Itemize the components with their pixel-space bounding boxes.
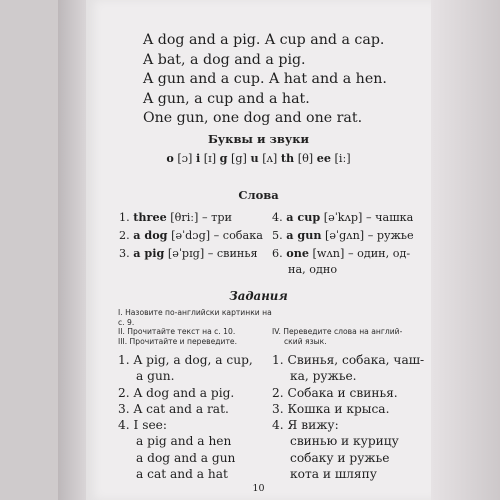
vocabulary-item: 5. a gun [əˈgʌn] – ружье <box>272 227 414 242</box>
exercise-line: 3. A cat and a rat. <box>118 401 229 416</box>
letter: g <box>219 151 228 165</box>
exercise-line: 1. A pig, a dog, a cup, <box>118 353 253 367</box>
exercise-line: 2. A dog and a pig. <box>118 385 235 400</box>
tasks-heading: Задания <box>229 289 288 303</box>
reading-text <box>143 31 413 129</box>
exercise-line: a gun. <box>136 369 175 384</box>
vocabulary-item: 3. a pig [əˈpɪg] – свинья <box>119 245 258 260</box>
exercise-line: собаку и ружье <box>290 450 390 465</box>
exercise-line: ка, ружье. <box>290 369 357 384</box>
exercise-line: кота и шляпу <box>290 467 377 482</box>
exercise-line: 4. Я вижу: <box>272 418 339 433</box>
page-edge-background <box>431 0 500 500</box>
task-instructions-right: IV. Переведите слова на англий- ский язык. <box>272 327 403 346</box>
vocabulary-item: 4. a cup [əˈkʌp] – чашка <box>272 210 414 224</box>
reading-line: A gun and a cup. A hat and a hen. <box>143 71 387 87</box>
exercise-line: 2. Собака и свинья. <box>272 385 398 400</box>
reading-line: A gun, a cup and a hat. <box>143 90 310 107</box>
vocabulary-item: 1. three [θriː] – три <box>119 210 232 224</box>
vocabulary-column-right <box>272 209 414 279</box>
sound: [ɪ] <box>203 152 217 165</box>
letters-sounds-row <box>86 151 431 165</box>
letter: i <box>195 151 201 165</box>
exercise-line: свинью и курицу <box>290 434 399 449</box>
letters-heading: Буквы и звуки <box>207 132 310 146</box>
letter: u <box>250 151 259 165</box>
exercise-line: a dog and a gun <box>136 450 236 465</box>
letter: o <box>166 151 174 165</box>
exercise-line: 1. Свинья, собака, чаш- <box>272 353 425 367</box>
vocabulary-item: 2. a dog [əˈdɔg] – собака <box>119 227 263 242</box>
exercise-line: 3. Кошка и крыса. <box>272 401 390 416</box>
reading-line: A dog and a pig. A cup and a cap. <box>143 32 385 48</box>
sound: [g] <box>231 152 247 165</box>
task-instructions-left: I. Назовите по-английски картинки на с. 9. II. Прочитайте текст на с. 10. III. Прочитайте и переведите. <box>118 308 272 346</box>
letter: th <box>280 151 295 165</box>
reading-line: One gun, one dog and one rat. <box>143 110 363 126</box>
vocabulary-item: 6. one [wʌn] – один, од- <box>272 245 411 260</box>
page-gutter-shadow <box>58 0 86 500</box>
sound: [iː] <box>334 152 351 165</box>
vocabulary-item-continuation: на, одно <box>288 263 338 277</box>
words-heading: Слова <box>238 188 279 202</box>
exercise-line: a pig and a hen <box>136 434 232 449</box>
sound: [θ] <box>297 152 314 165</box>
task-english-column <box>118 352 253 482</box>
letter: ee <box>316 151 331 165</box>
sound: [ɔ] <box>177 152 193 165</box>
reading-line: A bat, a dog and a pig. <box>143 51 306 68</box>
exercise-line: a cat and a hat <box>136 467 228 482</box>
vocabulary-column-left <box>119 209 263 262</box>
page-number: 10 <box>252 483 265 494</box>
book-page <box>86 0 431 500</box>
exercise-line: 4. I see: <box>118 418 167 433</box>
sound: [ʌ] <box>262 152 278 165</box>
task-russian-column <box>272 352 424 482</box>
